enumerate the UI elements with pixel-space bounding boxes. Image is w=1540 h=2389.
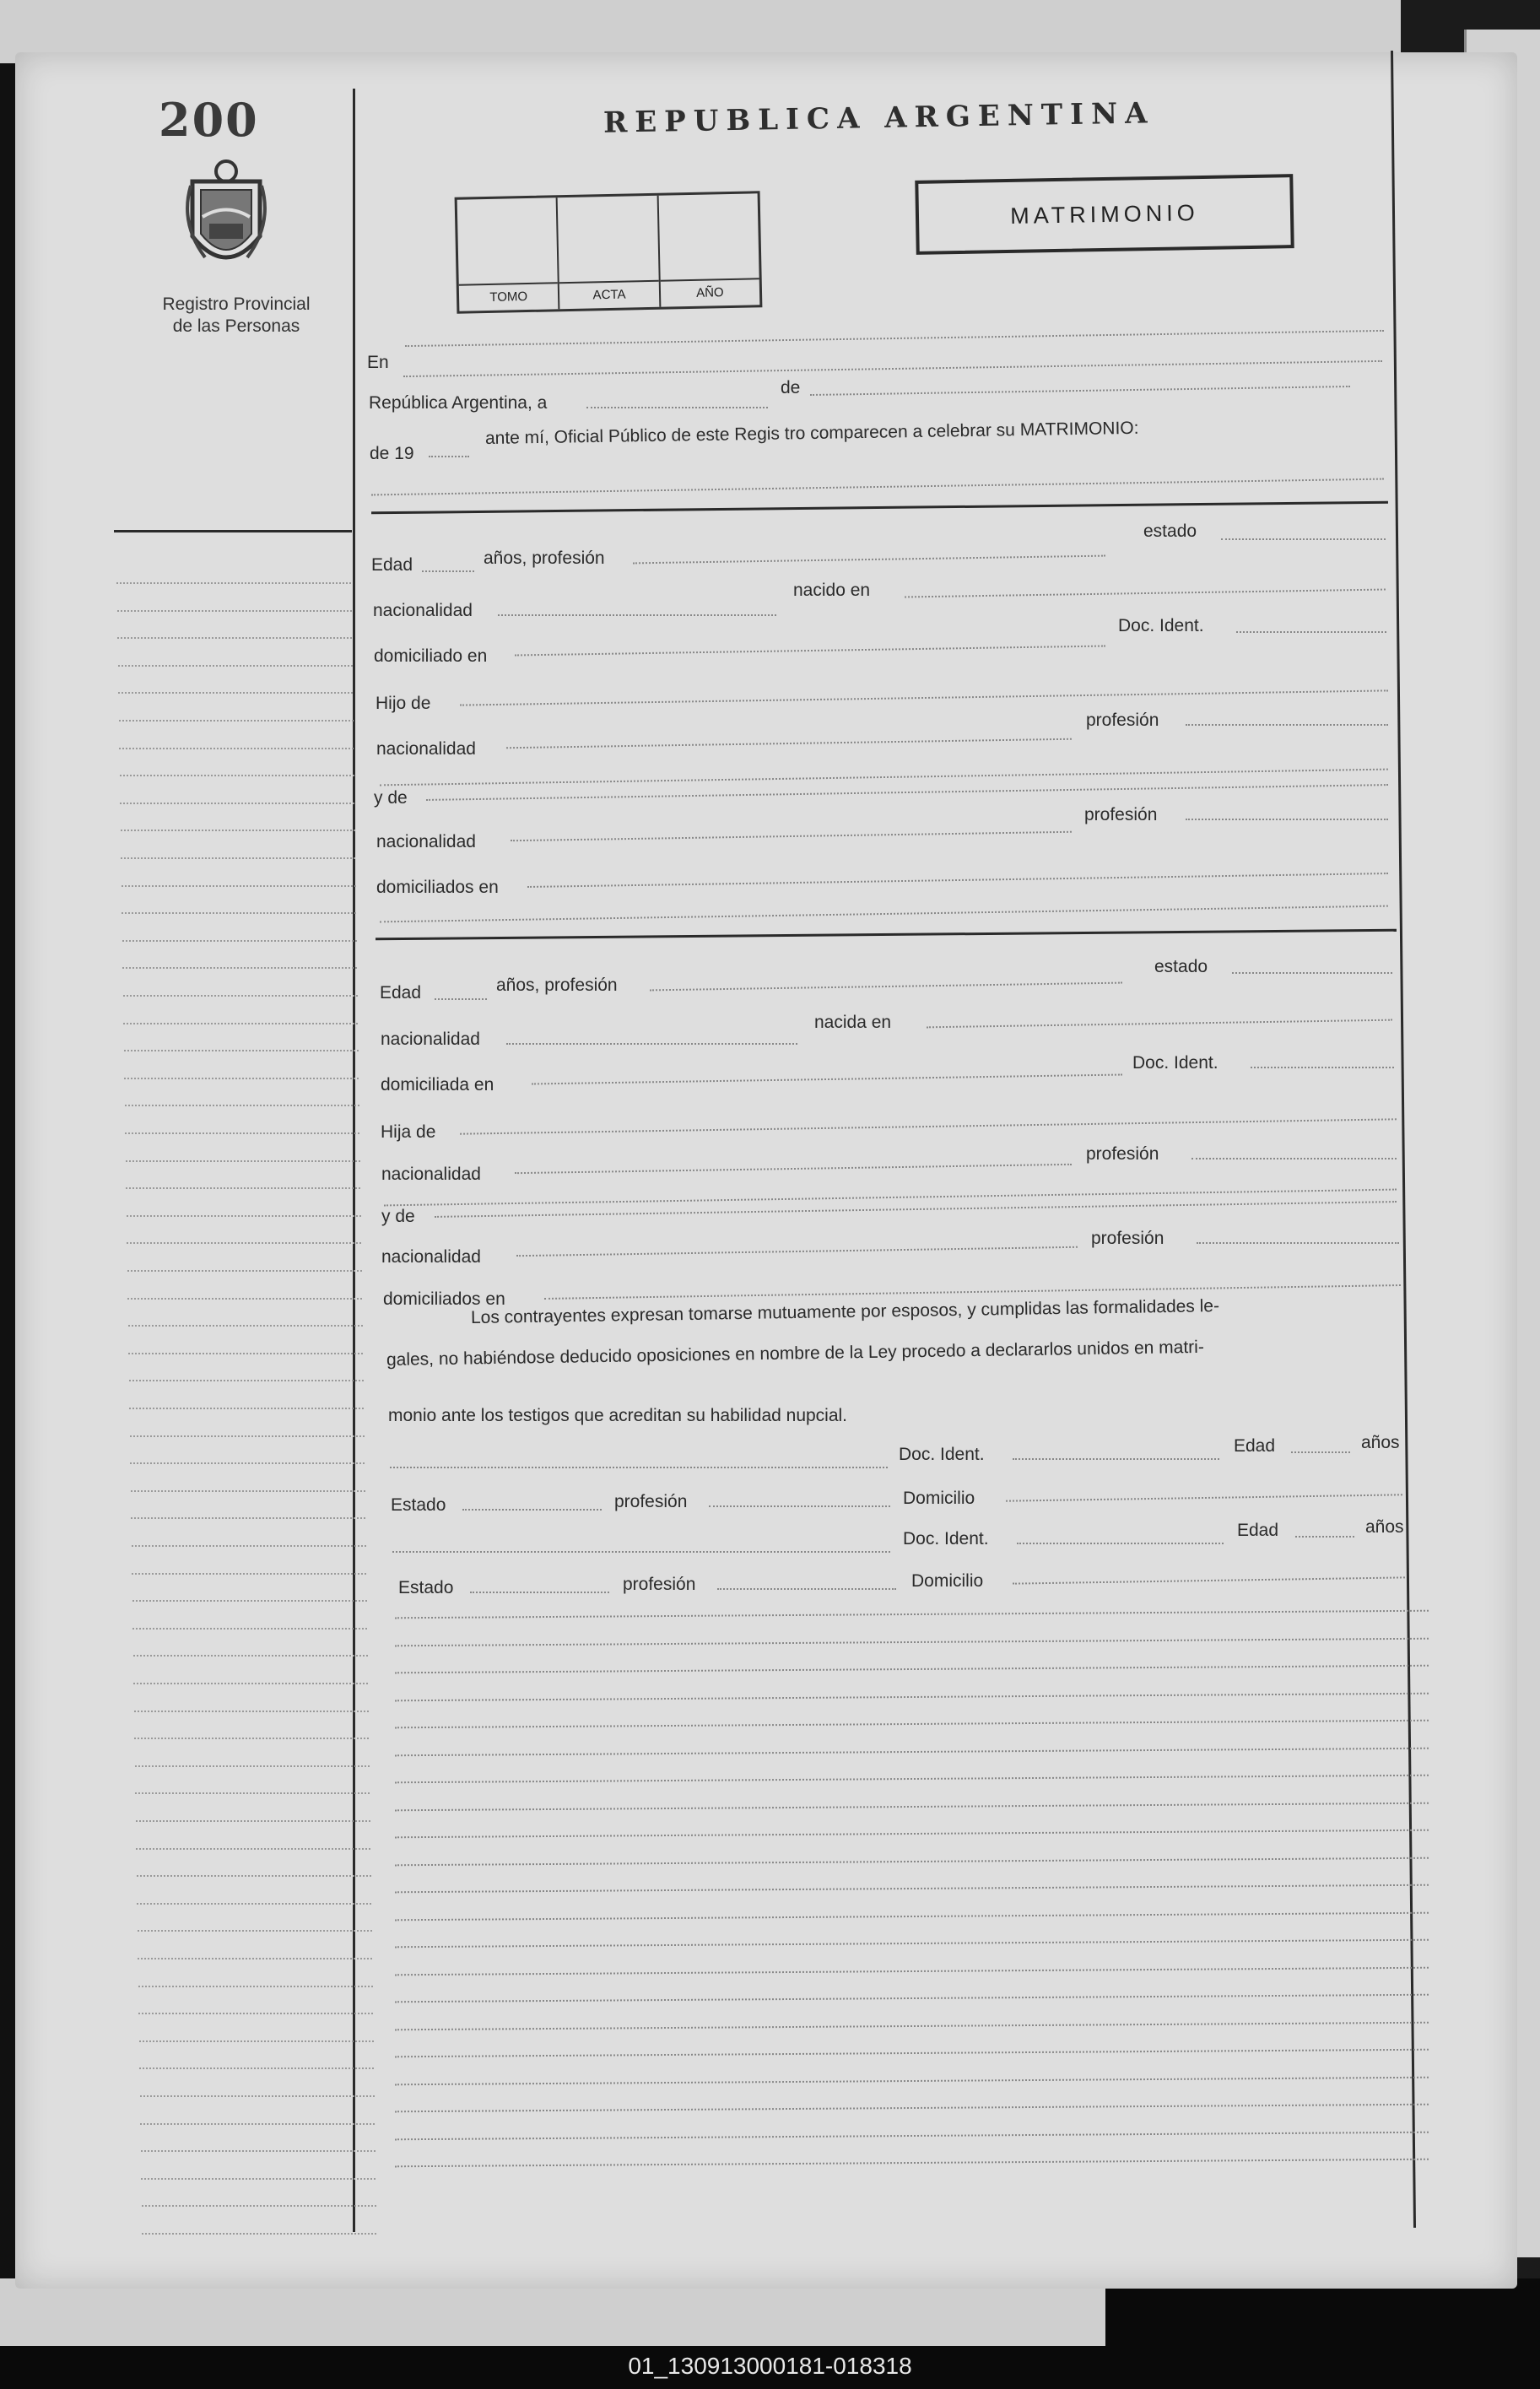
margin-line[interactable] (118, 692, 353, 694)
groom-id-label: Doc. Ident. (1118, 616, 1204, 635)
margin-line[interactable] (120, 775, 354, 776)
groom-status-label: estado (1143, 522, 1197, 541)
witness-2-domicile-label: Domicilio (911, 1571, 984, 1591)
margin-line[interactable] (126, 1160, 360, 1162)
margin-line[interactable] (131, 1490, 365, 1492)
margin-line[interactable] (123, 995, 358, 997)
witness-2-status-label: Estado (398, 1578, 454, 1597)
margin-line[interactable] (122, 885, 356, 887)
margin-line[interactable] (133, 1655, 368, 1657)
bride-father-profession-field[interactable] (1191, 1158, 1397, 1159)
declaration-line-3: monio ante los testigos que acreditan su habilidad nupcial. (388, 1406, 848, 1425)
date-prefix: República Argentina, a (369, 393, 548, 413)
witness-2-profession-label: profesión (623, 1575, 696, 1594)
margin-line[interactable] (129, 1380, 364, 1381)
groom-id-field[interactable] (1236, 631, 1386, 633)
margin-line[interactable] (127, 1215, 361, 1217)
bride-id-field[interactable] (1251, 1067, 1394, 1068)
margin-line[interactable] (139, 2067, 374, 2069)
groom-age-field[interactable] (422, 570, 474, 572)
ref-cell-acta[interactable] (558, 196, 661, 309)
scan-identifier: 01_130913000181-018318 (628, 2353, 912, 2379)
bride-mother-profession-field[interactable] (1197, 1242, 1399, 1244)
margin-line[interactable] (120, 803, 354, 804)
groom-father-profession-field[interactable] (1186, 724, 1388, 726)
witness-1-age-label: Edad (1234, 1436, 1276, 1456)
margin-line[interactable] (138, 1930, 372, 1932)
reference-table (455, 191, 763, 314)
margin-line[interactable] (142, 2205, 376, 2207)
margin-line[interactable] (118, 665, 353, 667)
bride-profession-label: años, profesión (496, 976, 618, 995)
bride-status-label: estado (1154, 957, 1208, 976)
margin-line[interactable] (117, 610, 352, 612)
margin-line[interactable] (137, 1903, 371, 1905)
page-number: 200 (159, 93, 259, 147)
margin-line[interactable] (133, 1683, 368, 1684)
margin-line[interactable] (134, 1711, 369, 1712)
margin-line[interactable] (119, 720, 354, 722)
place-label: En (367, 353, 389, 372)
ref-label-acta: ACTA (559, 280, 659, 309)
margin-line[interactable] (128, 1353, 363, 1354)
margin-line[interactable] (139, 2040, 374, 2042)
margin-line[interactable] (122, 940, 357, 942)
year-prefix: de 19 (370, 444, 414, 463)
margin-line[interactable] (121, 830, 355, 831)
ref-cell-ano[interactable] (658, 193, 759, 306)
groom-mother-label: y de (374, 788, 408, 808)
witness-2-status-field[interactable] (470, 1592, 609, 1593)
witness-1-name-field[interactable] (390, 1467, 888, 1468)
margin-line[interactable] (136, 1848, 370, 1850)
margin-line[interactable] (116, 582, 351, 584)
margin-line[interactable] (142, 2233, 376, 2235)
margin-line[interactable] (132, 1600, 367, 1602)
margin-line[interactable] (130, 1462, 365, 1464)
margin-line[interactable] (121, 857, 355, 859)
witness-1-years-label: años (1361, 1433, 1400, 1452)
bride-age-label: Edad (380, 983, 422, 1003)
bride-age-field[interactable] (435, 998, 487, 1000)
margin-line[interactable] (122, 912, 356, 914)
bride-nationality-label: nacionalidad (381, 1030, 480, 1049)
margin-line[interactable] (122, 967, 357, 969)
margin-line[interactable] (125, 1105, 359, 1106)
background-board-bottom (0, 2278, 1105, 2346)
bride-mother-nationality-label: nacionalidad (381, 1247, 481, 1267)
groom-nationality-field[interactable] (498, 614, 776, 616)
groom-nationality-label: nacionalidad (373, 601, 473, 620)
witness-2-age-label: Edad (1237, 1521, 1279, 1540)
witness-2-id-field[interactable] (1017, 1543, 1224, 1544)
witness-1-domicile-label: Domicilio (903, 1489, 975, 1508)
margin-line[interactable] (127, 1270, 362, 1272)
bride-father-nationality-label: nacionalidad (381, 1165, 481, 1184)
margin-line[interactable] (141, 2178, 376, 2180)
margin-divider (114, 530, 352, 532)
bride-status-field[interactable] (1232, 972, 1392, 974)
margin-line[interactable] (132, 1628, 367, 1630)
declaration-line-2: gales, no habiéndose deducido oposiciones en nombre de la Ley procedo a declararlos unidos en matri- (386, 1337, 1205, 1370)
registry-label-line1: Registro Provincial (162, 295, 311, 314)
margin-line[interactable] (124, 1050, 359, 1051)
margin-line[interactable] (134, 1738, 369, 1739)
year-field[interactable] (429, 456, 469, 457)
groom-profession-label: años, profesión (484, 549, 605, 568)
margin-line[interactable] (135, 1792, 370, 1794)
margin-line[interactable] (138, 2013, 373, 2014)
record-type-box (915, 174, 1294, 255)
witness-2-id-label: Doc. Ident. (903, 1529, 989, 1549)
margin-line[interactable] (141, 2150, 376, 2152)
witness-2-age-field[interactable] (1295, 1536, 1354, 1538)
groom-domicile-label: domiciliado en (374, 646, 488, 666)
margin-line[interactable] (127, 1242, 361, 1244)
margin-line[interactable] (129, 1408, 364, 1409)
bride-id-label: Doc. Ident. (1132, 1053, 1218, 1073)
bride-domicile-label: domiciliada en (381, 1075, 494, 1095)
country-title: REPUBLICA ARGENTINA (602, 96, 1155, 140)
witness-1-status-label: Estado (391, 1495, 446, 1515)
groom-father-label: Hijo de (376, 694, 431, 713)
groom-parents-domicile-label: domiciliados en (376, 878, 499, 897)
groom-mother-nationality-label: nacionalidad (376, 832, 476, 851)
intro-statement: ante mí, Oficial Público de este Regis tro comparecen a celebrar su MATRIMONIO: (484, 418, 1139, 448)
date-of-label: de (781, 378, 801, 397)
witness-1-status-field[interactable] (462, 1509, 602, 1511)
bride-nationality-field[interactable] (506, 1043, 797, 1045)
ref-cell-tomo[interactable] (457, 197, 560, 311)
registry-label-line2: de las Personas (172, 316, 300, 336)
record-type-label: MATRIMONIO (1009, 199, 1199, 229)
declaration-line-1: Los contrayentes expresan tomarse mutuamente por esposos, y cumplidas las formalidades le- (470, 1296, 1220, 1327)
groom-age-label: Edad (371, 555, 413, 575)
witness-2-years-label: años (1365, 1517, 1404, 1537)
margin-line[interactable] (125, 1132, 359, 1134)
ref-label-ano: AÑO (660, 278, 759, 306)
witness-2-name-field[interactable] (392, 1551, 890, 1553)
margin-line[interactable] (136, 1820, 370, 1822)
witness-1-id-label: Doc. Ident. (899, 1445, 985, 1464)
ref-label-tomo: TOMO (459, 282, 559, 311)
witness-1-profession-field[interactable] (709, 1505, 890, 1507)
groom-birthplace-label: nacido en (793, 581, 871, 600)
margin-line[interactable] (135, 1765, 370, 1767)
groom-mother-profession-field[interactable] (1186, 819, 1388, 820)
bride-birthplace-label: nacida en (814, 1013, 892, 1032)
margin-line[interactable] (137, 1875, 371, 1877)
margin-line[interactable] (132, 1573, 366, 1575)
bride-father-label: Hija de (381, 1122, 436, 1142)
margin-line[interactable] (130, 1435, 365, 1437)
margin-line[interactable] (140, 2095, 375, 2097)
margin-line[interactable] (128, 1325, 363, 1327)
day-field[interactable] (586, 407, 768, 408)
margin-line[interactable] (119, 748, 354, 749)
margin-line[interactable] (117, 637, 352, 639)
groom-father-nationality-label: nacionalidad (376, 739, 476, 759)
coat-of-arms-seal-icon (176, 156, 277, 283)
witness-1-age-field[interactable] (1291, 1451, 1350, 1453)
margin-line[interactable] (140, 2123, 375, 2125)
margin-line[interactable] (138, 1986, 373, 1987)
margin-line[interactable] (131, 1517, 365, 1519)
margin-line[interactable] (127, 1298, 362, 1300)
bride-mother-label: y de (381, 1207, 415, 1226)
witness-1-id-field[interactable] (1013, 1458, 1219, 1460)
witness-1-profession-label: profesión (614, 1492, 688, 1511)
groom-status-field[interactable] (1221, 538, 1386, 540)
margin-line[interactable] (126, 1187, 360, 1189)
bride-parents-domicile-label: domiciliados en (383, 1289, 505, 1309)
bride-father-profession-label: profesión (1086, 1144, 1159, 1164)
margin-line[interactable] (132, 1545, 366, 1547)
groom-mother-profession-label: profesión (1084, 805, 1158, 824)
groom-father-profession-label: profesión (1086, 711, 1159, 730)
registry-label (143, 294, 329, 338)
margin-line[interactable] (138, 1958, 372, 1959)
bride-mother-profession-label: profesión (1091, 1229, 1164, 1248)
witness-2-profession-field[interactable] (717, 1588, 896, 1590)
margin-line[interactable] (124, 1078, 359, 1079)
margin-line[interactable] (123, 1023, 358, 1024)
